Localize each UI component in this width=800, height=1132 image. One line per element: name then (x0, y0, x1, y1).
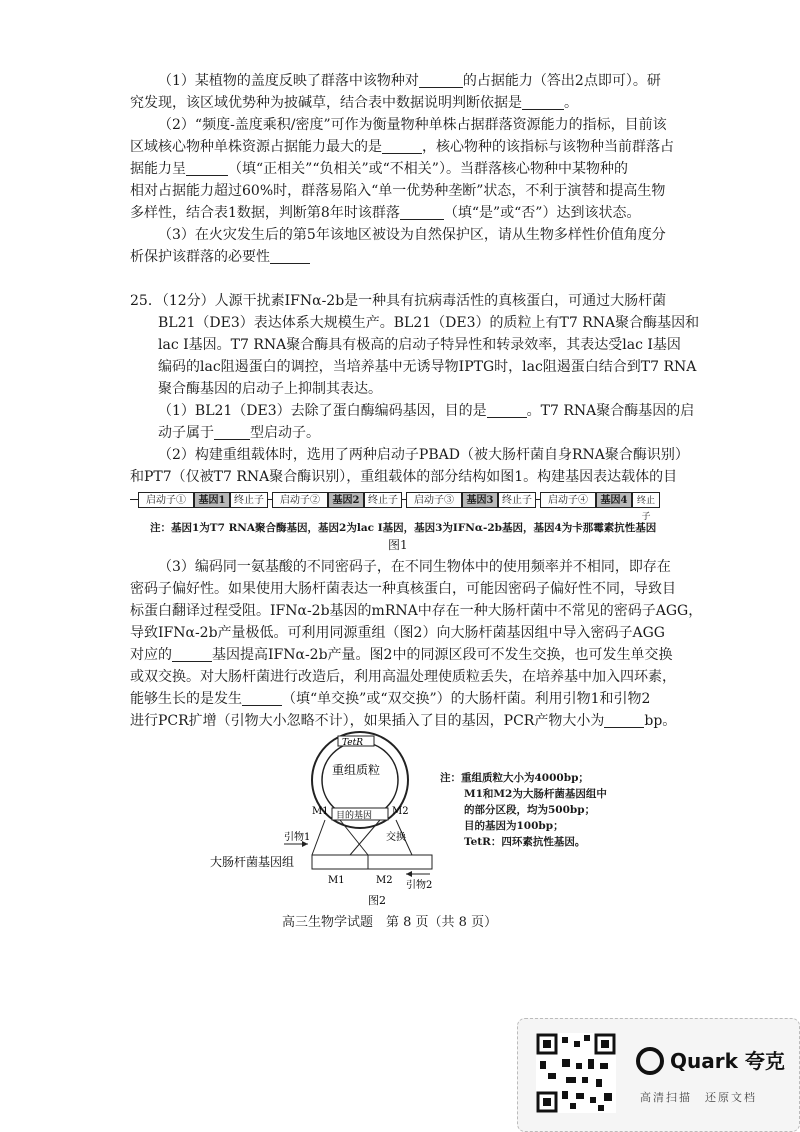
target-gene-label: 目的基因 (336, 811, 373, 821)
q24-p2-line5: 多样性，结合表1数据，判断第8年时该群落 （填“是”或“否”）达到该状态。 (130, 205, 641, 221)
q25-intro-line1: 25．（12分）人源干扰素IFNα-2b是一种具有抗病毒活性的真核蛋白，可通过大肠杆菌 (130, 293, 667, 309)
answer-blank[interactable] (214, 423, 250, 440)
m1-genome-label: M1 (328, 875, 345, 886)
q25-s1-line1: （1）BL21（DE3）去除了蛋白酶编码基因，目的是 。T7 RNA聚合酶基因的启 (158, 403, 695, 419)
figure2-caption: 图2 (368, 894, 386, 907)
q24-p1-line2: 究发现，该区域优势种为披碱草，结合表中数据说明判断依据是 。 (130, 95, 578, 111)
segment-promoter-2: 启动子② (272, 492, 328, 508)
q24-p2-line3: 据能力呈 （填“正相关”“负相关”或“不相关”）。当群落核心物种中某物种的 (130, 161, 628, 177)
answer-blank[interactable] (604, 711, 644, 728)
q25-intro-line5: 聚合酶基因的启动子上抑制其表达。 (158, 381, 382, 397)
page-footer: 高三生物学试题 第 8 页（共 8 页） (282, 915, 498, 930)
answer-blank[interactable] (487, 401, 527, 418)
q25-s3-line6: 或双交换。对大肠杆菌进行改造后，利用高温处理使质粒丢失，在培养基中加入四环素， (130, 669, 676, 685)
crossover-line (312, 820, 325, 855)
answer-blank[interactable] (242, 689, 282, 706)
answer-blank[interactable] (270, 247, 310, 264)
exchange-label: 交换 (386, 832, 406, 843)
q25-s2-line2: 和PT7（仅被T7 RNA聚合酶识别），重组载体的部分结构如图1。构建基因表达载体的目 (130, 469, 678, 485)
quark-logo-icon (636, 1047, 664, 1075)
answer-blank[interactable] (522, 93, 564, 110)
figure1-vector-map (130, 490, 660, 522)
m1-plasmid-label: M1 (312, 806, 329, 817)
primer2-arrowhead (406, 871, 412, 877)
q24-p3-line2: 析保护该群落的必要性 (130, 246, 310, 268)
segment-terminator-2: 终止子 (364, 492, 402, 508)
genome-bar (312, 855, 432, 869)
segment-promoter-3: 启动子③ (406, 492, 462, 508)
plasmid-label: 重组质粒 (332, 763, 381, 777)
quark-watermark (517, 1018, 800, 1132)
answer-blank[interactable] (186, 159, 228, 176)
q25-s3-line5: 对应的 基因提高IFNα-2b产量。图2中的同源区段可不发生交换，也可发生单交换 (130, 647, 673, 663)
genome-label: 大肠杆菌基因组 (210, 855, 295, 869)
q24-p1-line1: （1）某植物的盖度反映了群落中该物种对 的占据能力（答出2点即可）。研 (158, 73, 661, 89)
tet-label: TetR (342, 738, 364, 748)
q24-p2-line4: 相对占据能力超过60%时，群落易陷入“单一优势种垄断”状态，不利于演替和提高生物 (130, 183, 666, 199)
q25-s3-line2: 密码子偏好性。如果使用大肠杆菌表达一种真核蛋白，可能因密码子偏好性不同，导致目 (130, 581, 676, 597)
answer-blank[interactable] (400, 203, 444, 220)
q24-p2-line2: 区域核心物种单株资源占据能力最大的是 ，核心物种的该指标与该物种当前群落占 (130, 139, 674, 155)
segment-gene-4: 基因4 (596, 492, 632, 508)
segment-terminator-4: 终止子 (632, 492, 660, 508)
q24-p2-line1: （2）“频度-盖度乘积/密度”可作为衡量物种单株占据群落资源能力的指标，目前该 (158, 117, 667, 133)
quark-brand: Quark 夸克 (670, 1049, 785, 1073)
segment-terminator-1: 终止子 (230, 492, 268, 508)
qr-pattern (536, 1033, 616, 1113)
q25-intro-line3: lac I基因。T7 RNA聚合酶具有极高的启动子特异性和转录效率，其表达受lac I基因 (158, 337, 681, 353)
segment-promoter-4: 启动子④ (540, 492, 596, 508)
q25-s3-line3: 标蛋白翻译过程受阻。IFNα-2b基因的mRNA中存在一种大肠杆菌中不常见的密码子AGG， (130, 603, 703, 619)
q25-intro-line2: BL21（DE3）表达体系大规模生产。BL21（DE3）的质粒上有T7 RNA聚合酶基因和 (158, 315, 700, 331)
m2-plasmid-label: M2 (392, 806, 409, 817)
qr-code-icon (536, 1033, 616, 1113)
segment-gene-3: 基因3 (462, 492, 498, 508)
primer1-label: 引物1 (284, 832, 311, 843)
figure1-note: 注：基因1为T7 RNA聚合酶基因，基因2为lac I基因，基因3为IFNα-2b基因，基因4为卡那霉素抗性基因 (150, 522, 657, 534)
answer-blank[interactable] (382, 137, 422, 154)
segment-promoter-1: 启动子① (138, 492, 194, 508)
q25-intro-line4: 编码的lac阻遏蛋白的调控，当培养基中无诱导物IPTG时，lac阻遏蛋白结合到T7 RNA (158, 359, 697, 375)
q25-s3-line8: 进行PCR扩增（引物大小忽略不计），如果插入了目的基因，PCR产物大小为 bp。 (130, 713, 677, 729)
figure2-notes: 注：重组质粒大小为4000bp； M1和M2为大肠杆菌基因组中 的部分区段，均为500bp； 目的基因为100bp； TetR：四环素抗性基因。 (440, 772, 607, 848)
segment-gene-2: 基因2 (328, 492, 364, 508)
q25-s3-line1: （3）编码同一氨基酸的不同密码子，在不同生物体中的使用频率并不相同，即存在 (158, 559, 671, 575)
answer-blank[interactable] (172, 645, 212, 662)
plasmid-inner-ring (322, 742, 398, 818)
q25-s1-line2: 动子属于 型启动子。 (158, 425, 320, 441)
q24-p3-line1: （3）在火灾发生后的第5年该地区被设为自然保护区，请从生物多样性价值角度分 (158, 227, 666, 243)
segment-gene-1: 基因1 (194, 492, 230, 508)
answer-blank[interactable] (419, 71, 463, 88)
primer2-label: 引物2 (406, 880, 433, 891)
segment-terminator-3: 终止子 (498, 492, 536, 508)
q25-s2-line1: （2）构建重组载体时，选用了两种启动子PBAD（被大肠杆菌自身RNA聚合酶识别） (158, 447, 689, 463)
q25-s3-line7: 能够生长的是发生 （填“单交换”或“双交换”）的大肠杆菌。利用引物1和引物2 (130, 691, 651, 707)
quark-slogan: 高清扫描 还原文档 (640, 1091, 757, 1104)
m2-genome-label: M2 (376, 875, 393, 886)
figure1-caption: 图1 (388, 538, 408, 552)
q25-s3-line4: 导致IFNα-2b产量极低。可利用同源重组（图2）向大肠杆菌基因组中导入密码子AGG (130, 625, 665, 641)
